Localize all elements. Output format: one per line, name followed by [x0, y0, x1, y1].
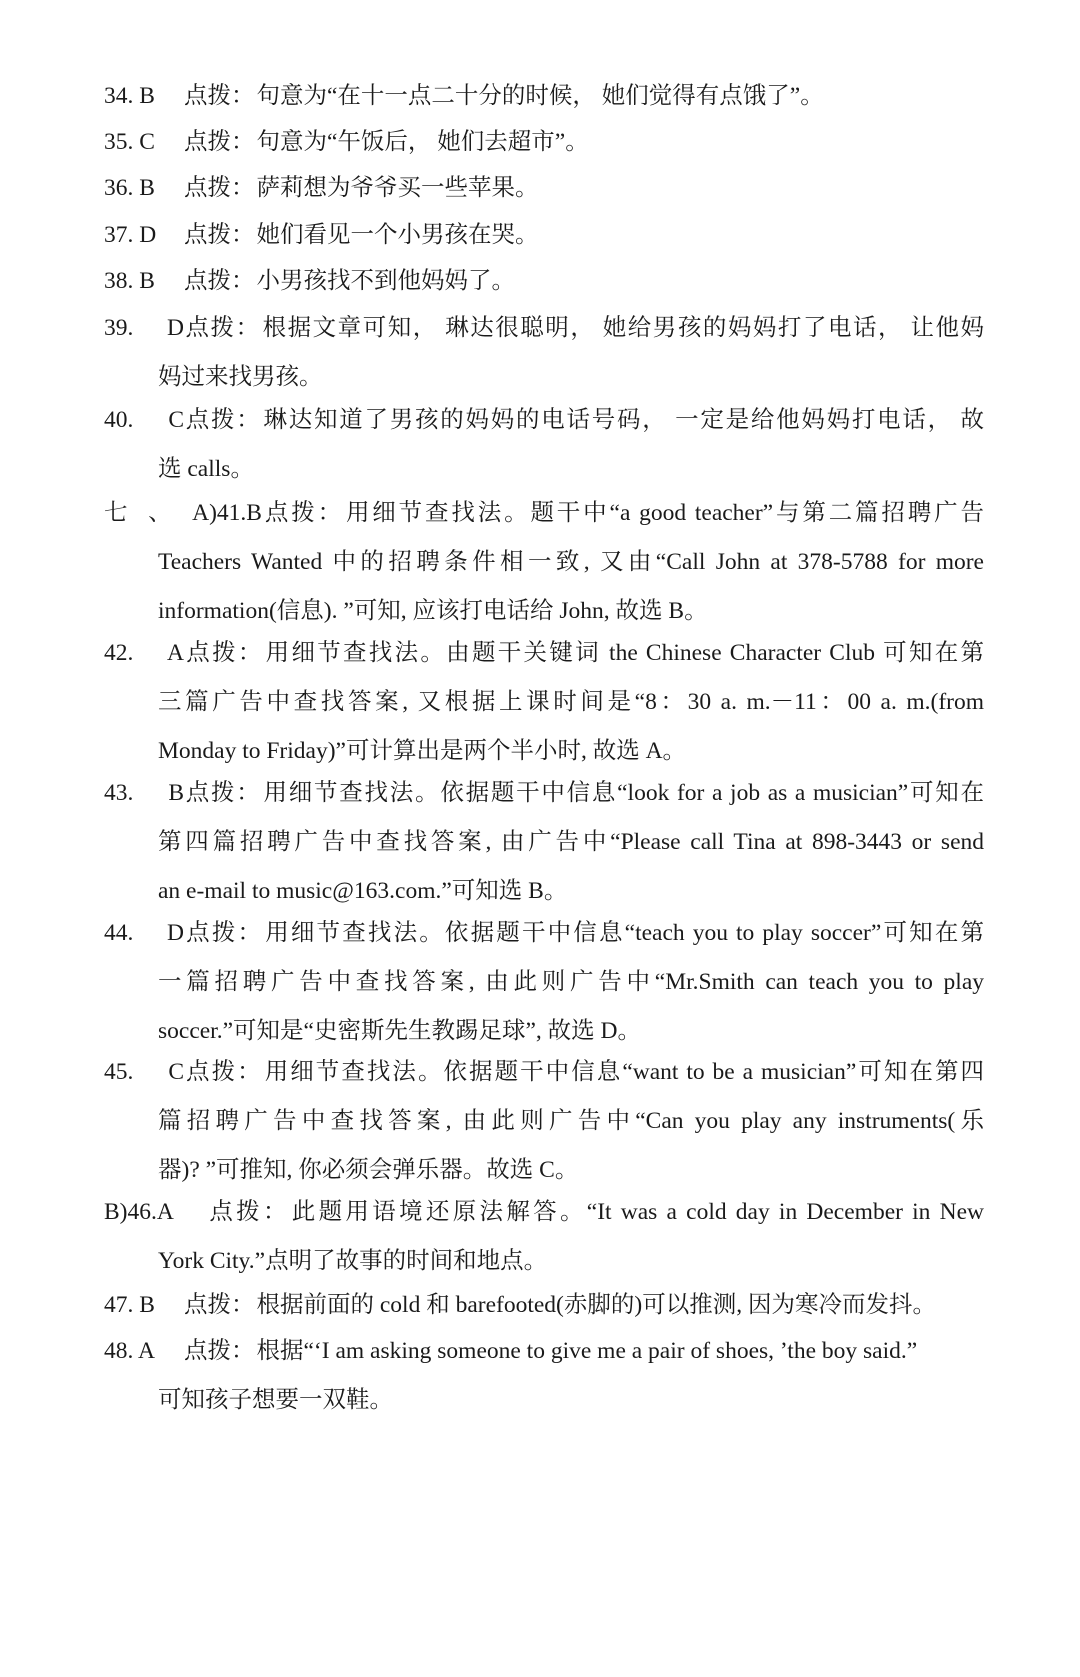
answer-entry-44	[104, 909, 984, 1056]
answer-entry-41	[104, 489, 984, 636]
explanation-text: 用细节查找法。依据题干中信息“want to be a musician”可知在第四	[264, 1059, 984, 1085]
hint-label: 点拨：	[184, 175, 255, 201]
question-number: 38. B	[104, 268, 155, 294]
hint-label: 点拨：	[184, 83, 255, 109]
question-number: 44. D	[104, 920, 184, 946]
explanation-text: 根据“‘I am asking someone to give me a pair of shoes, ’the boy said.”	[256, 1338, 918, 1364]
entry-line	[104, 1048, 984, 1097]
question-number: 34. B	[104, 83, 155, 109]
question-number: 七、A)41.B	[104, 500, 262, 526]
entry-continuation-line: 第四篇招聘广告中查找答案, 由广告中“Please call Tina at 898-3443 or send	[158, 829, 984, 855]
explanation-text: 此题用语境还原法解答。“It was a cold day in December in New	[291, 1199, 984, 1225]
question-number: 43. B	[104, 780, 184, 806]
entry-continuation-line: Teachers Wanted 中的招聘条件相一致, 又由“Call John at 378-5788 for more	[158, 549, 984, 575]
hint-label: 点拨：	[184, 640, 264, 666]
entry-continuation-line: 一篇招聘广告中查找答案, 由此则广告中“Mr.Smith can teach you to play	[158, 969, 984, 995]
answer-entry-40	[104, 396, 984, 494]
entry-line	[104, 164, 984, 213]
answer-entry-34	[104, 72, 984, 121]
question-number: B)46.A	[104, 1199, 174, 1225]
entry-line	[104, 72, 984, 121]
entry-continuation-line: 妈过来找男孩。	[158, 364, 323, 390]
answer-entry-48	[104, 1327, 984, 1425]
question-number: 35. C	[104, 129, 155, 155]
entry-continuation-line: an e-mail to music@163.com.”可知选 B。	[158, 878, 568, 904]
entry-line	[104, 396, 984, 445]
explanation-text: 句意为“在十一点二十分的时候， 她们觉得有点饿了”。	[256, 83, 824, 109]
entry-line	[104, 909, 984, 958]
entry-continuation-line: soccer.”可知是“史密斯先生教踢足球”, 故选 D。	[158, 1018, 641, 1044]
entry-line	[104, 629, 984, 678]
hint-label: 点拨：	[184, 129, 255, 155]
hint-label: 点拨：	[184, 407, 262, 433]
hint-label: 点拨：	[184, 780, 262, 806]
entry-continuation-line: 器)? ”可推知, 你必须会弹乐器。故选 C。	[158, 1157, 579, 1183]
answer-entry-35	[104, 118, 984, 167]
entry-continuation-line: 三篇广告中查找答案, 又根据上课时间是“8：30 a. m.－11：00 a. m.(from	[158, 689, 984, 715]
answer-entry-45	[104, 1048, 984, 1195]
entry-continuation-line: Monday to Friday)”可计算出是两个半小时, 故选 A。	[158, 738, 687, 764]
entry-continuation-line: information(信息). ”可知, 应该打电话给 John, 故选 B。	[158, 598, 708, 624]
hint-label: 点拨：	[184, 268, 255, 294]
answer-entry-36	[104, 164, 984, 213]
answer-entry-46	[104, 1188, 984, 1286]
explanation-text: 萨莉想为爷爷买一些苹果。	[256, 175, 539, 201]
explanation-text: 用细节查找法。依据题干中信息“look for a job as a musician”可知在	[263, 780, 984, 806]
entry-line	[104, 118, 984, 167]
explanation-text: 句意为“午饭后， 她们去超市”。	[256, 129, 589, 155]
hint-label: 点拨：	[184, 920, 264, 946]
entry-line	[104, 257, 984, 306]
explanation-text: 小男孩找不到他妈妈了。	[256, 268, 515, 294]
explanation-text: 用细节查找法。依据题干中信息“teach you to play soccer”可知在第	[265, 920, 984, 946]
explanation-text: 用细节查找法。由题干关键词 the Chinese Character Club 可知在第	[265, 640, 984, 666]
answer-entry-43	[104, 769, 984, 916]
entry-continuation-line: 选 calls。	[158, 456, 254, 482]
explanation-text: 根据文章可知， 琳达很聪明， 她给男孩的妈妈打了电话， 让他妈	[262, 315, 984, 341]
hint-label: 点拨：	[184, 315, 261, 341]
question-number: 37. D	[104, 222, 157, 248]
entry-line	[104, 1281, 984, 1330]
hint-label: 点拨：	[206, 1199, 290, 1225]
entry-line	[104, 304, 984, 353]
question-number: 47. B	[104, 1292, 155, 1318]
explanation-text: 琳达知道了男孩的妈妈的电话号码， 一定是给他妈妈打电话， 故	[263, 407, 984, 433]
answer-entry-42	[104, 629, 984, 776]
answer-entry-39	[104, 304, 984, 402]
hint-label: 点拨：	[184, 1059, 263, 1085]
question-number: 45. C	[104, 1059, 184, 1085]
question-number: 40. C	[104, 407, 184, 433]
entry-line	[104, 1188, 984, 1237]
answer-entry-47	[104, 1281, 984, 1330]
explanation-text: 用细节查找法。题干中“a good teacher”与第二篇招聘广告	[345, 500, 984, 526]
hint-label: 点拨：	[184, 1292, 255, 1318]
entry-line	[104, 1327, 984, 1376]
entry-line	[104, 769, 984, 818]
question-number: 42. A	[104, 640, 184, 666]
question-number: 48. A	[104, 1338, 155, 1364]
entry-continuation-line: 可知孩子想要一双鞋。	[158, 1387, 393, 1413]
answer-entry-38	[104, 257, 984, 306]
answer-entry-37	[104, 211, 984, 260]
question-number: 39. D	[104, 315, 184, 341]
explanation-text: 她们看见一个小男孩在哭。	[256, 222, 539, 248]
entry-line	[104, 211, 984, 260]
hint-label: 点拨：	[184, 222, 255, 248]
question-number: 36. B	[104, 175, 155, 201]
hint-label: 点拨：	[262, 500, 344, 526]
entry-continuation-line: 篇招聘广告中查找答案, 由此则广告中“Can you play any instruments(乐	[158, 1108, 984, 1134]
entry-line	[104, 489, 984, 538]
hint-label: 点拨：	[184, 1338, 255, 1364]
explanation-text: 根据前面的 cold 和 barefooted(赤脚的)可以推测, 因为寒冷而发抖。	[256, 1292, 936, 1318]
entry-continuation-line: York City.”点明了故事的时间和地点。	[158, 1248, 548, 1274]
